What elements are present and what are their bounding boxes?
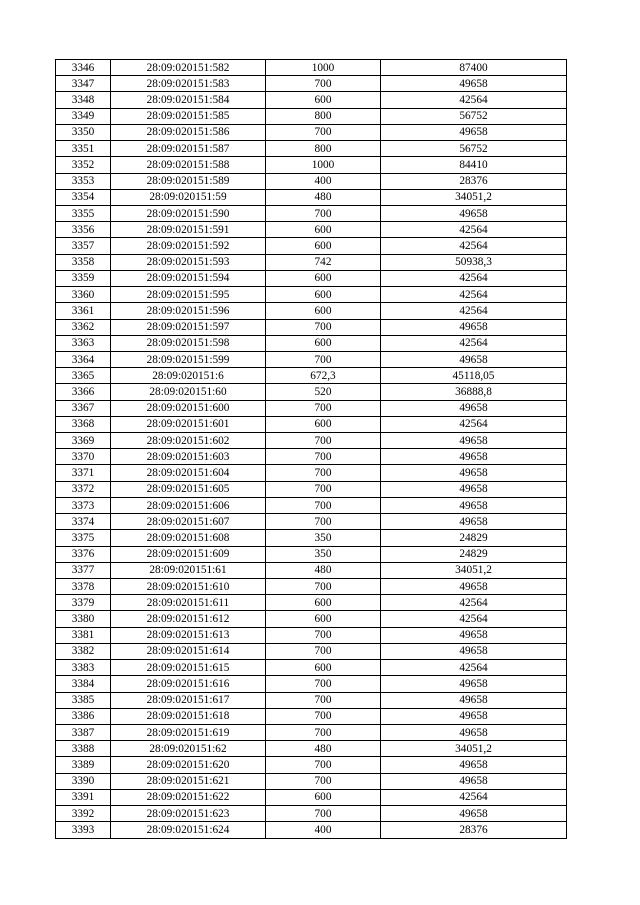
table-row (56, 692, 567, 708)
row-number-cell: 3385 (56, 692, 111, 708)
table-row (56, 400, 567, 416)
value-cell: 24829 (381, 530, 567, 546)
area-cell: 350 (266, 546, 381, 562)
table-row (56, 789, 567, 805)
cadastral-number-cell: 28:09:020151:609 (111, 546, 266, 562)
value-cell: 34051,2 (381, 741, 567, 757)
value-cell: 42564 (381, 287, 567, 303)
row-number-cell: 3346 (56, 60, 111, 76)
row-number-cell: 3357 (56, 238, 111, 254)
value-cell: 42564 (381, 270, 567, 286)
row-number-cell: 3353 (56, 173, 111, 189)
value-cell: 49658 (381, 449, 567, 465)
area-cell: 600 (266, 416, 381, 432)
cadastral-number-cell: 28:09:020151:59 (111, 189, 266, 205)
table-row (56, 124, 567, 140)
row-number-cell: 3383 (56, 660, 111, 676)
row-number-cell: 3386 (56, 708, 111, 724)
cadastral-number-cell: 28:09:020151:591 (111, 222, 266, 238)
row-number-cell: 3368 (56, 416, 111, 432)
value-cell: 42564 (381, 595, 567, 611)
value-cell: 49658 (381, 724, 567, 740)
cadastral-number-cell: 28:09:020151:594 (111, 270, 266, 286)
table-row (56, 303, 567, 319)
row-number-cell: 3365 (56, 368, 111, 384)
table-row (56, 384, 567, 400)
row-number-cell: 3372 (56, 481, 111, 497)
area-cell: 700 (266, 514, 381, 530)
value-cell: 42564 (381, 92, 567, 108)
table-row (56, 157, 567, 173)
area-cell: 742 (266, 254, 381, 270)
area-cell: 600 (266, 611, 381, 627)
table-row (56, 562, 567, 578)
value-cell: 56752 (381, 108, 567, 124)
cadastral-number-cell: 28:09:020151:607 (111, 514, 266, 530)
row-number-cell: 3366 (56, 384, 111, 400)
value-cell: 50938,3 (381, 254, 567, 270)
table-row (56, 497, 567, 513)
row-number-cell: 3380 (56, 611, 111, 627)
area-cell: 700 (266, 433, 381, 449)
cadastral-number-cell: 28:09:020151:590 (111, 205, 266, 221)
value-cell: 49658 (381, 76, 567, 92)
area-cell: 700 (266, 692, 381, 708)
row-number-cell: 3387 (56, 724, 111, 740)
row-number-cell: 3381 (56, 627, 111, 643)
value-cell: 28376 (381, 173, 567, 189)
table-row (56, 335, 567, 351)
value-cell: 42564 (381, 660, 567, 676)
area-cell: 700 (266, 773, 381, 789)
cadastral-number-cell: 28:09:020151:599 (111, 351, 266, 367)
table-row (56, 724, 567, 740)
table-row (56, 708, 567, 724)
cadastral-number-cell: 28:09:020151:601 (111, 416, 266, 432)
table-row (56, 676, 567, 692)
cadastral-number-cell: 28:09:020151:616 (111, 676, 266, 692)
row-number-cell: 3388 (56, 741, 111, 757)
area-cell: 600 (266, 303, 381, 319)
value-cell: 49658 (381, 351, 567, 367)
area-cell: 480 (266, 741, 381, 757)
row-number-cell: 3354 (56, 189, 111, 205)
area-cell: 1000 (266, 157, 381, 173)
value-cell: 42564 (381, 335, 567, 351)
value-cell: 49658 (381, 643, 567, 659)
row-number-cell: 3369 (56, 433, 111, 449)
cadastral-number-cell: 28:09:020151:612 (111, 611, 266, 627)
table-row (56, 189, 567, 205)
value-cell: 49658 (381, 692, 567, 708)
cadastral-number-cell: 28:09:020151:587 (111, 141, 266, 157)
area-cell: 480 (266, 189, 381, 205)
value-cell: 49658 (381, 319, 567, 335)
land-plots-table (55, 59, 567, 839)
value-cell: 49658 (381, 676, 567, 692)
value-cell: 34051,2 (381, 189, 567, 205)
row-number-cell: 3359 (56, 270, 111, 286)
area-cell: 700 (266, 579, 381, 595)
value-cell: 87400 (381, 60, 567, 76)
area-cell: 700 (266, 708, 381, 724)
cadastral-number-cell: 28:09:020151:603 (111, 449, 266, 465)
row-number-cell: 3364 (56, 351, 111, 367)
row-number-cell: 3389 (56, 757, 111, 773)
table-row (56, 449, 567, 465)
cadastral-number-cell: 28:09:020151:617 (111, 692, 266, 708)
area-cell: 600 (266, 222, 381, 238)
value-cell: 28376 (381, 822, 567, 838)
table-row (56, 643, 567, 659)
table-row (56, 546, 567, 562)
value-cell: 42564 (381, 611, 567, 627)
cadastral-number-cell: 28:09:020151:595 (111, 287, 266, 303)
area-cell: 600 (266, 270, 381, 286)
area-cell: 700 (266, 76, 381, 92)
cadastral-number-cell: 28:09:020151:604 (111, 465, 266, 481)
cadastral-number-cell: 28:09:020151:606 (111, 497, 266, 513)
row-number-cell: 3363 (56, 335, 111, 351)
area-cell: 480 (266, 562, 381, 578)
cadastral-number-cell: 28:09:020151:600 (111, 400, 266, 416)
cadastral-number-cell: 28:09:020151:598 (111, 335, 266, 351)
table-row (56, 254, 567, 270)
area-cell: 600 (266, 92, 381, 108)
cadastral-number-cell: 28:09:020151:619 (111, 724, 266, 740)
table-row (56, 481, 567, 497)
area-cell: 700 (266, 465, 381, 481)
cadastral-number-cell: 28:09:020151:584 (111, 92, 266, 108)
row-number-cell: 3384 (56, 676, 111, 692)
cadastral-number-cell: 28:09:020151:610 (111, 579, 266, 595)
cadastral-number-cell: 28:09:020151:611 (111, 595, 266, 611)
row-number-cell: 3349 (56, 108, 111, 124)
table-row (56, 806, 567, 822)
cadastral-number-cell: 28:09:020151:588 (111, 157, 266, 173)
cadastral-number-cell: 28:09:020151:592 (111, 238, 266, 254)
cadastral-number-cell: 28:09:020151:615 (111, 660, 266, 676)
table-row (56, 579, 567, 595)
row-number-cell: 3374 (56, 514, 111, 530)
area-cell: 400 (266, 173, 381, 189)
value-cell: 42564 (381, 789, 567, 805)
table-row (56, 141, 567, 157)
cadastral-number-cell: 28:09:020151:62 (111, 741, 266, 757)
area-cell: 700 (266, 806, 381, 822)
value-cell: 49658 (381, 514, 567, 530)
area-cell: 700 (266, 724, 381, 740)
area-cell: 600 (266, 660, 381, 676)
value-cell: 84410 (381, 157, 567, 173)
table-row (56, 76, 567, 92)
cadastral-number-cell: 28:09:020151:6 (111, 368, 266, 384)
value-cell: 42564 (381, 303, 567, 319)
table-row (56, 465, 567, 481)
row-number-cell: 3350 (56, 124, 111, 140)
table-row (56, 270, 567, 286)
table-row (56, 319, 567, 335)
row-number-cell: 3379 (56, 595, 111, 611)
row-number-cell: 3391 (56, 789, 111, 805)
cadastral-number-cell: 28:09:020151:618 (111, 708, 266, 724)
area-cell: 700 (266, 205, 381, 221)
row-number-cell: 3347 (56, 76, 111, 92)
area-cell: 700 (266, 449, 381, 465)
value-cell: 45118,05 (381, 368, 567, 384)
table-row (56, 741, 567, 757)
table-row (56, 514, 567, 530)
table-row (56, 205, 567, 221)
row-number-cell: 3351 (56, 141, 111, 157)
cadastral-number-cell: 28:09:020151:620 (111, 757, 266, 773)
area-cell: 600 (266, 789, 381, 805)
value-cell: 49658 (381, 806, 567, 822)
row-number-cell: 3362 (56, 319, 111, 335)
value-cell: 49658 (381, 205, 567, 221)
area-cell: 1000 (266, 60, 381, 76)
value-cell: 49658 (381, 757, 567, 773)
table-row (56, 822, 567, 838)
table-row (56, 108, 567, 124)
table-row (56, 92, 567, 108)
row-number-cell: 3393 (56, 822, 111, 838)
row-number-cell: 3371 (56, 465, 111, 481)
cadastral-number-cell: 28:09:020151:597 (111, 319, 266, 335)
row-number-cell: 3370 (56, 449, 111, 465)
row-number-cell: 3392 (56, 806, 111, 822)
value-cell: 36888,8 (381, 384, 567, 400)
value-cell: 49658 (381, 627, 567, 643)
value-cell: 42564 (381, 222, 567, 238)
cadastral-number-cell: 28:09:020151:623 (111, 806, 266, 822)
cadastral-number-cell: 28:09:020151:622 (111, 789, 266, 805)
area-cell: 350 (266, 530, 381, 546)
cadastral-number-cell: 28:09:020151:583 (111, 76, 266, 92)
cadastral-number-cell: 28:09:020151:608 (111, 530, 266, 546)
table-row (56, 757, 567, 773)
table-row (56, 238, 567, 254)
row-number-cell: 3358 (56, 254, 111, 270)
area-cell: 672,3 (266, 368, 381, 384)
area-cell: 520 (266, 384, 381, 400)
row-number-cell: 3382 (56, 643, 111, 659)
value-cell: 49658 (381, 497, 567, 513)
area-cell: 700 (266, 643, 381, 659)
table-row (56, 173, 567, 189)
table-row (56, 222, 567, 238)
row-number-cell: 3373 (56, 497, 111, 513)
row-number-cell: 3361 (56, 303, 111, 319)
area-cell: 800 (266, 141, 381, 157)
area-cell: 700 (266, 627, 381, 643)
table-row (56, 627, 567, 643)
cadastral-number-cell: 28:09:020151:586 (111, 124, 266, 140)
cadastral-number-cell: 28:09:020151:613 (111, 627, 266, 643)
cadastral-number-cell: 28:09:020151:585 (111, 108, 266, 124)
area-cell: 700 (266, 351, 381, 367)
row-number-cell: 3355 (56, 205, 111, 221)
area-cell: 600 (266, 287, 381, 303)
value-cell: 49658 (381, 708, 567, 724)
table-row (56, 416, 567, 432)
cadastral-number-cell: 28:09:020151:589 (111, 173, 266, 189)
area-cell: 800 (266, 108, 381, 124)
value-cell: 49658 (381, 773, 567, 789)
table-row (56, 368, 567, 384)
area-cell: 600 (266, 595, 381, 611)
area-cell: 700 (266, 497, 381, 513)
table-row (56, 595, 567, 611)
table-row (56, 433, 567, 449)
cadastral-number-cell: 28:09:020151:614 (111, 643, 266, 659)
row-number-cell: 3360 (56, 287, 111, 303)
area-cell: 700 (266, 676, 381, 692)
table-row (56, 530, 567, 546)
table-row (56, 60, 567, 76)
row-number-cell: 3352 (56, 157, 111, 173)
row-number-cell: 3375 (56, 530, 111, 546)
value-cell: 34051,2 (381, 562, 567, 578)
row-number-cell: 3356 (56, 222, 111, 238)
table-row (56, 611, 567, 627)
area-cell: 700 (266, 124, 381, 140)
area-cell: 700 (266, 757, 381, 773)
area-cell: 400 (266, 822, 381, 838)
area-cell: 700 (266, 400, 381, 416)
value-cell: 49658 (381, 400, 567, 416)
row-number-cell: 3378 (56, 579, 111, 595)
area-cell: 700 (266, 481, 381, 497)
row-number-cell: 3348 (56, 92, 111, 108)
table-row (56, 287, 567, 303)
row-number-cell: 3376 (56, 546, 111, 562)
table-row (56, 773, 567, 789)
cadastral-number-cell: 28:09:020151:593 (111, 254, 266, 270)
table-row (56, 660, 567, 676)
value-cell: 49658 (381, 481, 567, 497)
cadastral-number-cell: 28:09:020151:624 (111, 822, 266, 838)
cadastral-number-cell: 28:09:020151:61 (111, 562, 266, 578)
table-row (56, 351, 567, 367)
cadastral-number-cell: 28:09:020151:621 (111, 773, 266, 789)
cadastral-number-cell: 28:09:020151:605 (111, 481, 266, 497)
cadastral-number-cell: 28:09:020151:596 (111, 303, 266, 319)
value-cell: 24829 (381, 546, 567, 562)
table-body (56, 60, 567, 839)
cadastral-number-cell: 28:09:020151:582 (111, 60, 266, 76)
row-number-cell: 3367 (56, 400, 111, 416)
value-cell: 56752 (381, 141, 567, 157)
value-cell: 42564 (381, 238, 567, 254)
row-number-cell: 3390 (56, 773, 111, 789)
cadastral-number-cell: 28:09:020151:60 (111, 384, 266, 400)
area-cell: 600 (266, 238, 381, 254)
value-cell: 49658 (381, 433, 567, 449)
area-cell: 700 (266, 319, 381, 335)
value-cell: 49658 (381, 465, 567, 481)
value-cell: 49658 (381, 579, 567, 595)
value-cell: 49658 (381, 124, 567, 140)
row-number-cell: 3377 (56, 562, 111, 578)
area-cell: 600 (266, 335, 381, 351)
value-cell: 42564 (381, 416, 567, 432)
cadastral-number-cell: 28:09:020151:602 (111, 433, 266, 449)
